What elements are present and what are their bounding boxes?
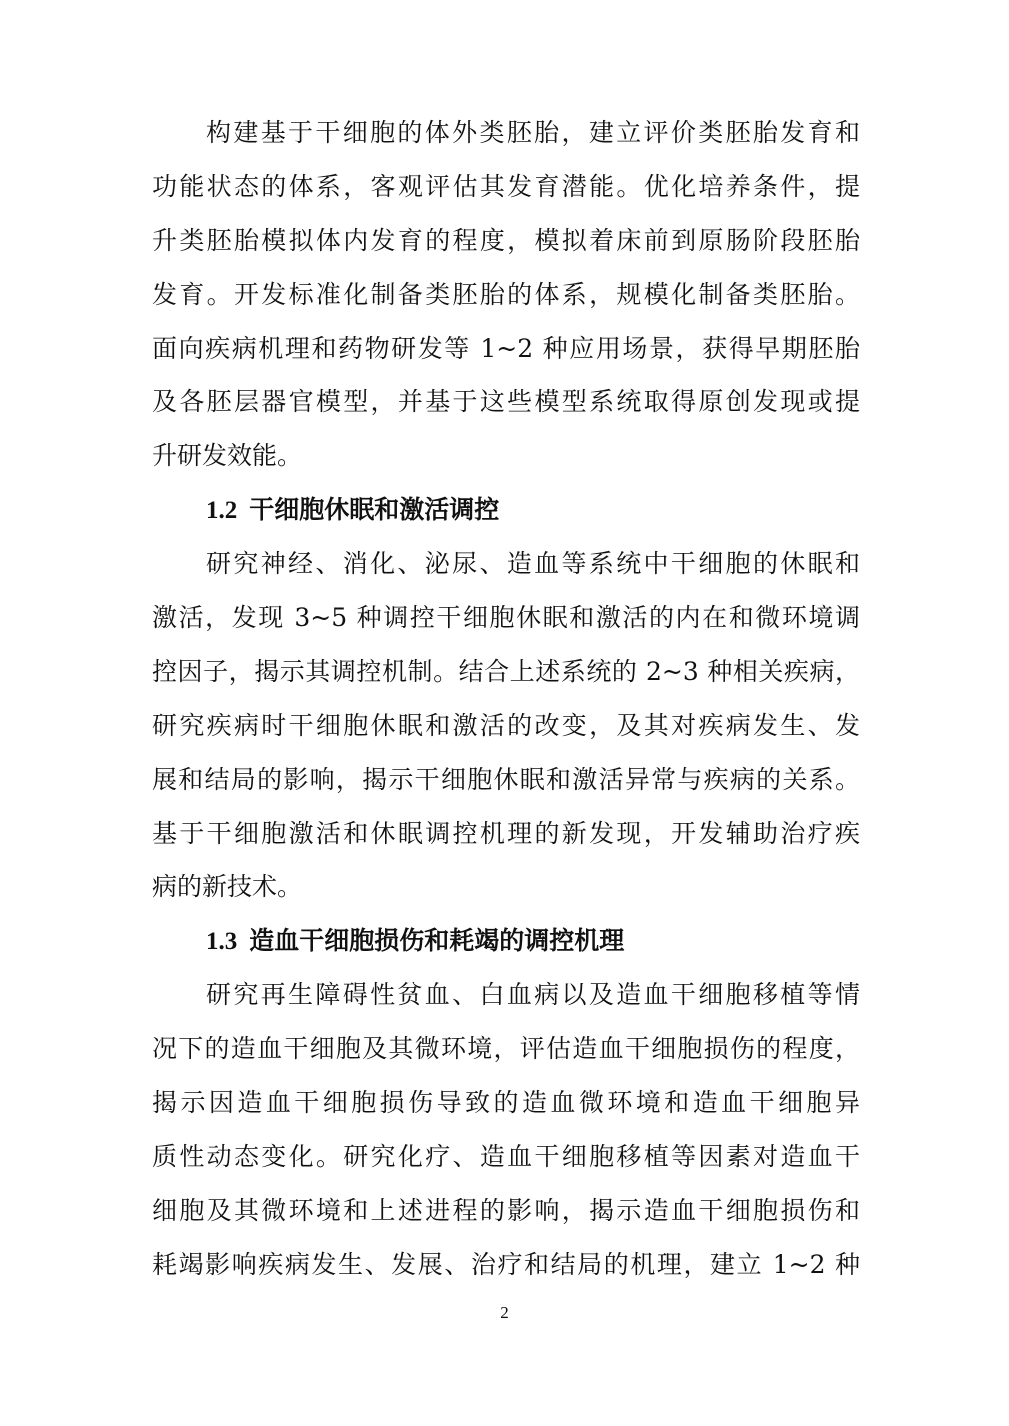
paragraph-line: 展和结局的影响，揭示干细胞休眠和激活异常与疾病的关系。: [152, 764, 860, 794]
paragraph-line: 细胞及其微环境和上述进程的影响，揭示造血干细胞损伤和: [152, 1195, 860, 1225]
paragraph-line: 升类胚胎模拟体内发育的程度，模拟着床前到原肠阶段胚胎: [152, 225, 860, 255]
section-title: 干细胞休眠和激活调控: [249, 495, 500, 525]
paragraph-line: 研究神经、消化、泌尿、造血等系统中干细胞的休眠和: [206, 549, 860, 579]
paragraph-line: 及各胚层器官模型，并基于这些模型系统取得原创发现或提: [152, 387, 860, 417]
paragraph-line: 构建基于干细胞的体外类胚胎，建立评价类胚胎发育和: [206, 118, 860, 147]
paragraph-line: 耗竭影响疾病发生、发展、治疗和结局的机理，建立 1~2 种: [152, 1249, 860, 1279]
section-number: 1.3: [206, 928, 238, 956]
paragraph-line: 病的新技术。: [152, 872, 303, 902]
section-title: 造血干细胞损伤和耗竭的调控机理: [249, 926, 625, 956]
section-number: 1.2: [206, 497, 238, 525]
document-body: [152, 106, 860, 1292]
paragraph-line: 质性动态变化。研究化疗、造血干细胞移植等因素对造血干: [152, 1141, 860, 1171]
paragraph: [152, 106, 860, 483]
paragraph-line: 况下的造血干细胞及其微环境，评估造血干细胞损伤的程度，: [152, 1034, 860, 1064]
paragraph-line: 基于干细胞激活和休眠调控机理的新发现，开发辅助治疗疾: [152, 818, 860, 848]
paragraph: [152, 968, 860, 1291]
paragraph-line: 控因子，揭示其调控机制。结合上述系统的 2~3 种相关疾病，: [152, 656, 860, 686]
section-heading: [152, 914, 860, 968]
section-heading: [152, 483, 860, 537]
paragraph-line: 升研发效能。: [152, 441, 303, 471]
paragraph-line: 功能状态的体系，客观评估其发育潜能。优化培养条件，提: [152, 171, 860, 201]
page-number: 2: [500, 1303, 509, 1322]
paragraph: [152, 537, 860, 914]
paragraph-line: 发育。开发标准化制备类胚胎的体系，规模化制备类胚胎。: [152, 279, 860, 309]
paragraph-line: 激活，发现 3~5 种调控干细胞休眠和激活的内在和微环境调: [152, 603, 860, 633]
paragraph-line: 面向疾病机理和药物研发等 1~2 种应用场景，获得早期胚胎: [152, 333, 860, 363]
paragraph-line: 研究再生障碍性贫血、白血病以及造血干细胞移植等情: [206, 980, 860, 1010]
paragraph-line: 揭示因造血干细胞损伤导致的造血微环境和造血干细胞异: [152, 1088, 860, 1118]
paragraph-line: 研究疾病时干细胞休眠和激活的改变，及其对疾病发生、发: [152, 710, 860, 740]
